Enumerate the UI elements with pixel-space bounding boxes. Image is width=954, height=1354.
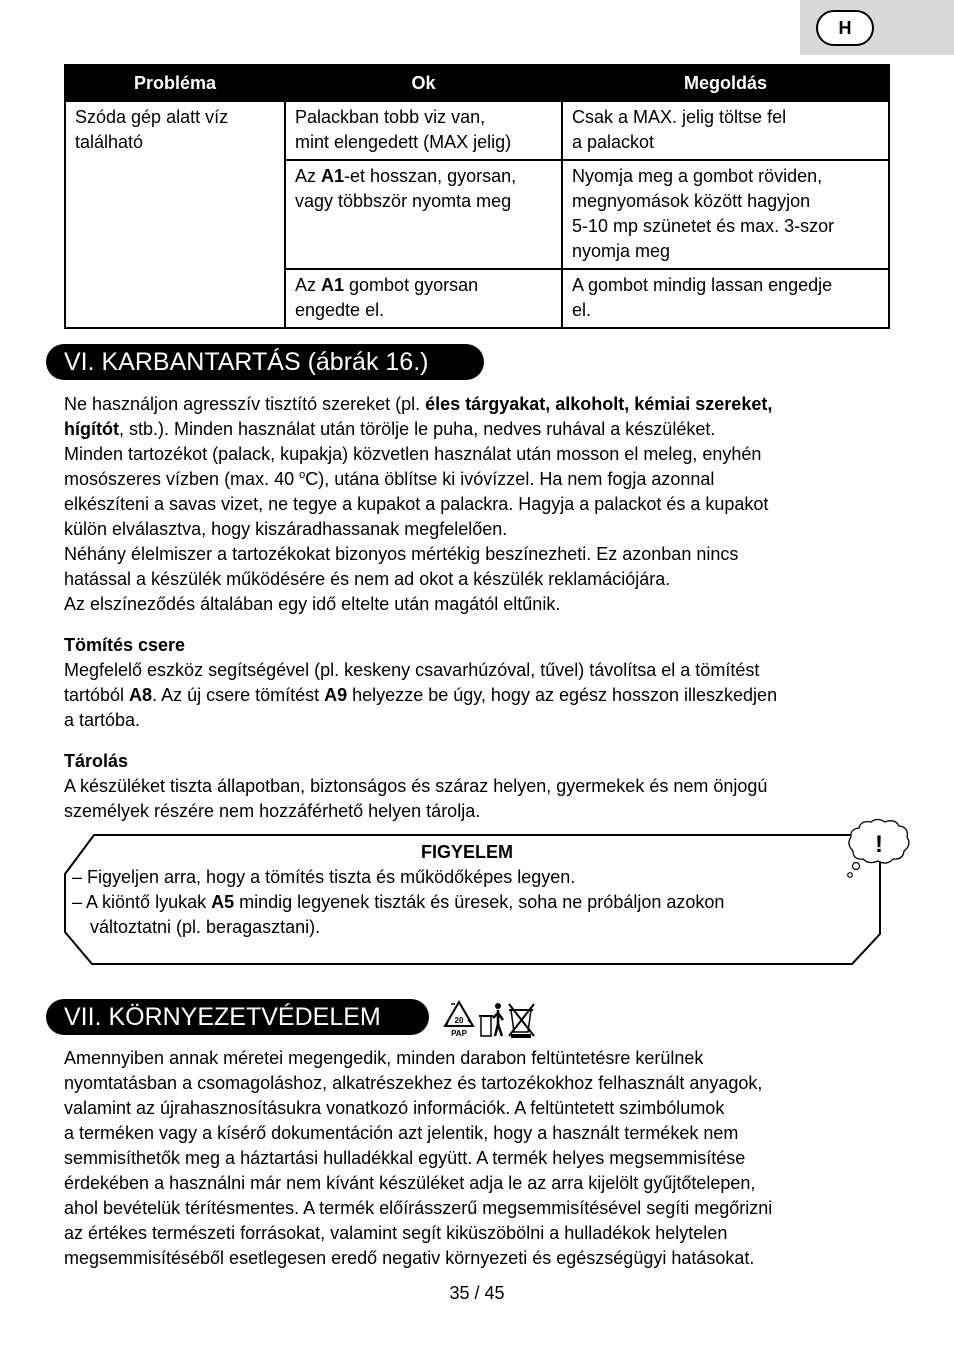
body-text: helyezze be úgy, hogy az egész hosszon illeszkedjen — [347, 685, 778, 705]
solution-text-line: 5-10 mp szünetet és max. 3-szor — [572, 216, 835, 236]
body-text-line: érdekében a használni már nem kívánt készüléket adja le az arra kijelölt gyűjtőtelepen, — [64, 1173, 756, 1193]
column-header-problem: Probléma — [65, 65, 285, 101]
solution-text-line: el. — [572, 300, 592, 320]
problem-cell — [65, 101, 285, 328]
body-text: mosószeres vízben (max. 40 — [64, 469, 300, 489]
maintenance-paragraph — [64, 392, 894, 617]
cause-text: Az — [295, 166, 322, 186]
body-text-line: elkészíteni a savas vizet, ne tegye a kupakot a palackra. Hagyja a palackot és a kupakot — [64, 494, 769, 514]
table-row — [65, 101, 889, 160]
body-text: . Az új csere tömítést — [152, 685, 325, 705]
table-header-row — [65, 65, 889, 101]
page-number: 35 / 45 — [449, 1283, 505, 1303]
solution-text-line: Nyomja meg a gombot röviden, — [572, 166, 823, 186]
seal-replacement-section — [64, 633, 894, 733]
solution-cell — [562, 269, 889, 328]
tidyman-icon — [479, 1003, 503, 1036]
cause-text: Az — [295, 275, 322, 295]
body-text-line: A készüléket tiszta állapotban, biztonságos és száraz helyen, gyermekek és nem önjogú — [64, 776, 768, 796]
storage-section — [64, 749, 894, 824]
body-text-line: hatással a készülék működésére és nem ad okot a készülék reklamációjára. — [64, 569, 671, 589]
part-reference: A8 — [129, 685, 153, 705]
cause-text-line: engedte el. — [295, 300, 385, 320]
body-text-bold: éles tárgyakat, alkoholt, kémiai szereket, — [425, 394, 773, 414]
body-text-line: ahol bevételük térítésmentes. A termék előírásszerű megsemmisítésével segíti megőrizni — [64, 1198, 773, 1218]
body-text-line: semmisíthetők meg a háztartási hulladékkal együtt. A termék helyes megsemmisítése — [64, 1148, 746, 1168]
body-text-line: személyek részére nem hozzáférhető helyen tárolja. — [64, 801, 481, 821]
part-reference: A1 — [321, 166, 345, 186]
recycle-label: PAP — [451, 1029, 467, 1038]
environment-paragraph — [64, 1046, 894, 1271]
solution-cell — [562, 101, 889, 160]
part-reference: A9 — [324, 685, 348, 705]
part-reference: A5 — [211, 892, 235, 912]
cause-cell — [285, 101, 562, 160]
warning-box — [72, 840, 862, 940]
exclamation-bubble-icon — [845, 818, 913, 880]
cause-text-line: mint elengedett (MAX jelig) — [295, 132, 512, 152]
cause-text-line: Palackban tobb viz van, — [295, 107, 486, 127]
warning-text: mindig legyenek tiszták és üresek, soha ne próbáljon azokon — [234, 892, 725, 912]
solution-text-line: A gombot mindig lassan engedje — [572, 275, 833, 295]
solution-text-line: Csak a MAX. jelig töltse fel — [572, 107, 787, 127]
body-text-line: Az elszíneződés általában egy idő eltelte után magától eltűnik. — [64, 594, 561, 614]
warning-text-line: változtatni (pl. beragasztani). — [90, 917, 321, 937]
cause-cell — [285, 160, 562, 269]
body-text-line: Minden tartozékot (palack, kupakja) közvetlen használat után mosson el meleg, enyhén — [64, 444, 762, 464]
section-heading-maintenance: VI. KARBANTARTÁS (ábrák 16.) — [46, 344, 484, 380]
cause-text-line: vagy többször nyomta meg — [295, 191, 512, 211]
body-text-line: valamint az újrahasznosításukra vonatkozó információk. A feltüntetett szimbólumok — [64, 1098, 725, 1118]
column-header-solution: Megoldás — [562, 65, 889, 101]
recycle-code: 20 — [454, 1016, 464, 1025]
body-text: Ne használjon agresszív tisztító szereket (pl. — [64, 394, 426, 414]
solution-text-line: nyomja meg — [572, 241, 671, 261]
body-text-line: Amennyiben annak méretei megengedik, minden darabon feltüntetésre kerülnek — [64, 1048, 704, 1068]
body-text-line: Megfelelő eszköz segítségével (pl. keskeny csavarhúzóval, tűvel) távolítsa el a tömítést — [64, 660, 760, 680]
section-heading-environment: VII. KÖRNYEZETVÉDELEM — [46, 999, 429, 1035]
recycle-triangle-icon — [445, 1002, 473, 1038]
solution-text-line: megnyomások között hagyjon — [572, 191, 811, 211]
language-code-badge: H — [816, 10, 874, 46]
problem-text-line: található — [75, 132, 144, 152]
cause-text: -et hosszan, gyorsan, — [344, 166, 517, 186]
warning-text: – A kiöntő lyukak — [72, 892, 212, 912]
problem-text-line: Szóda gép alatt víz — [75, 107, 229, 127]
recycling-symbols — [443, 998, 539, 1040]
warning-title: FIGYELEM — [420, 842, 513, 862]
body-text-line: a tartóba. — [64, 710, 141, 730]
body-text-line: megsemmisítéséből esetlegesen eredő negativ környezeti és egészségügyi hatásokat. — [64, 1248, 755, 1268]
subheading-storage: Tárolás — [64, 751, 129, 771]
body-text: , stb.). Minden használat után törölje le puha, nedves ruhával a készüléket. — [118, 419, 716, 439]
body-text-line: a terméken vagy a kísérő dokumentáción azt jelentik, hogy a használt termékek nem — [64, 1123, 739, 1143]
language-tab — [800, 0, 954, 55]
degree-symbol: o — [299, 469, 306, 481]
crossed-bin-icon — [509, 1004, 534, 1038]
body-text-line: külön elválasztva, hogy kiszáradhassanak megfelelően. — [64, 519, 508, 539]
body-text-bold: hígítót — [64, 419, 119, 439]
body-text-line: nyomtatásban a csomagoláshoz, alkatrészekhez és tartozékokhoz felhasznált anyagok, — [64, 1073, 763, 1093]
body-text: tartóból — [64, 685, 130, 705]
exclamation-mark: ! — [875, 831, 883, 858]
subheading-seal-replacement: Tömítés csere — [64, 635, 186, 655]
body-text-line: az értékes természeti forrásokat, valamint segít kiküszöbölni a hulladékok helytelen — [64, 1223, 728, 1243]
part-reference: A1 — [321, 275, 345, 295]
body-text: C), utána öblítse ki ivóvízzel. Ha nem fogja azonnal — [305, 469, 715, 489]
body-text-line: Néhány élelmiszer a tartozékokat bizonyos mértékig beszínezheti. Ez azonban nincs — [64, 544, 739, 564]
cause-cell — [285, 269, 562, 328]
cause-text: gombot gyorsan — [344, 275, 479, 295]
warning-text-line: – Figyeljen arra, hogy a tömítés tiszta és működőképes legyen. — [72, 867, 576, 887]
solution-cell — [562, 160, 889, 269]
solution-text-line: a palackot — [572, 132, 655, 152]
troubleshooting-table — [64, 64, 890, 329]
column-header-cause: Ok — [285, 65, 562, 101]
